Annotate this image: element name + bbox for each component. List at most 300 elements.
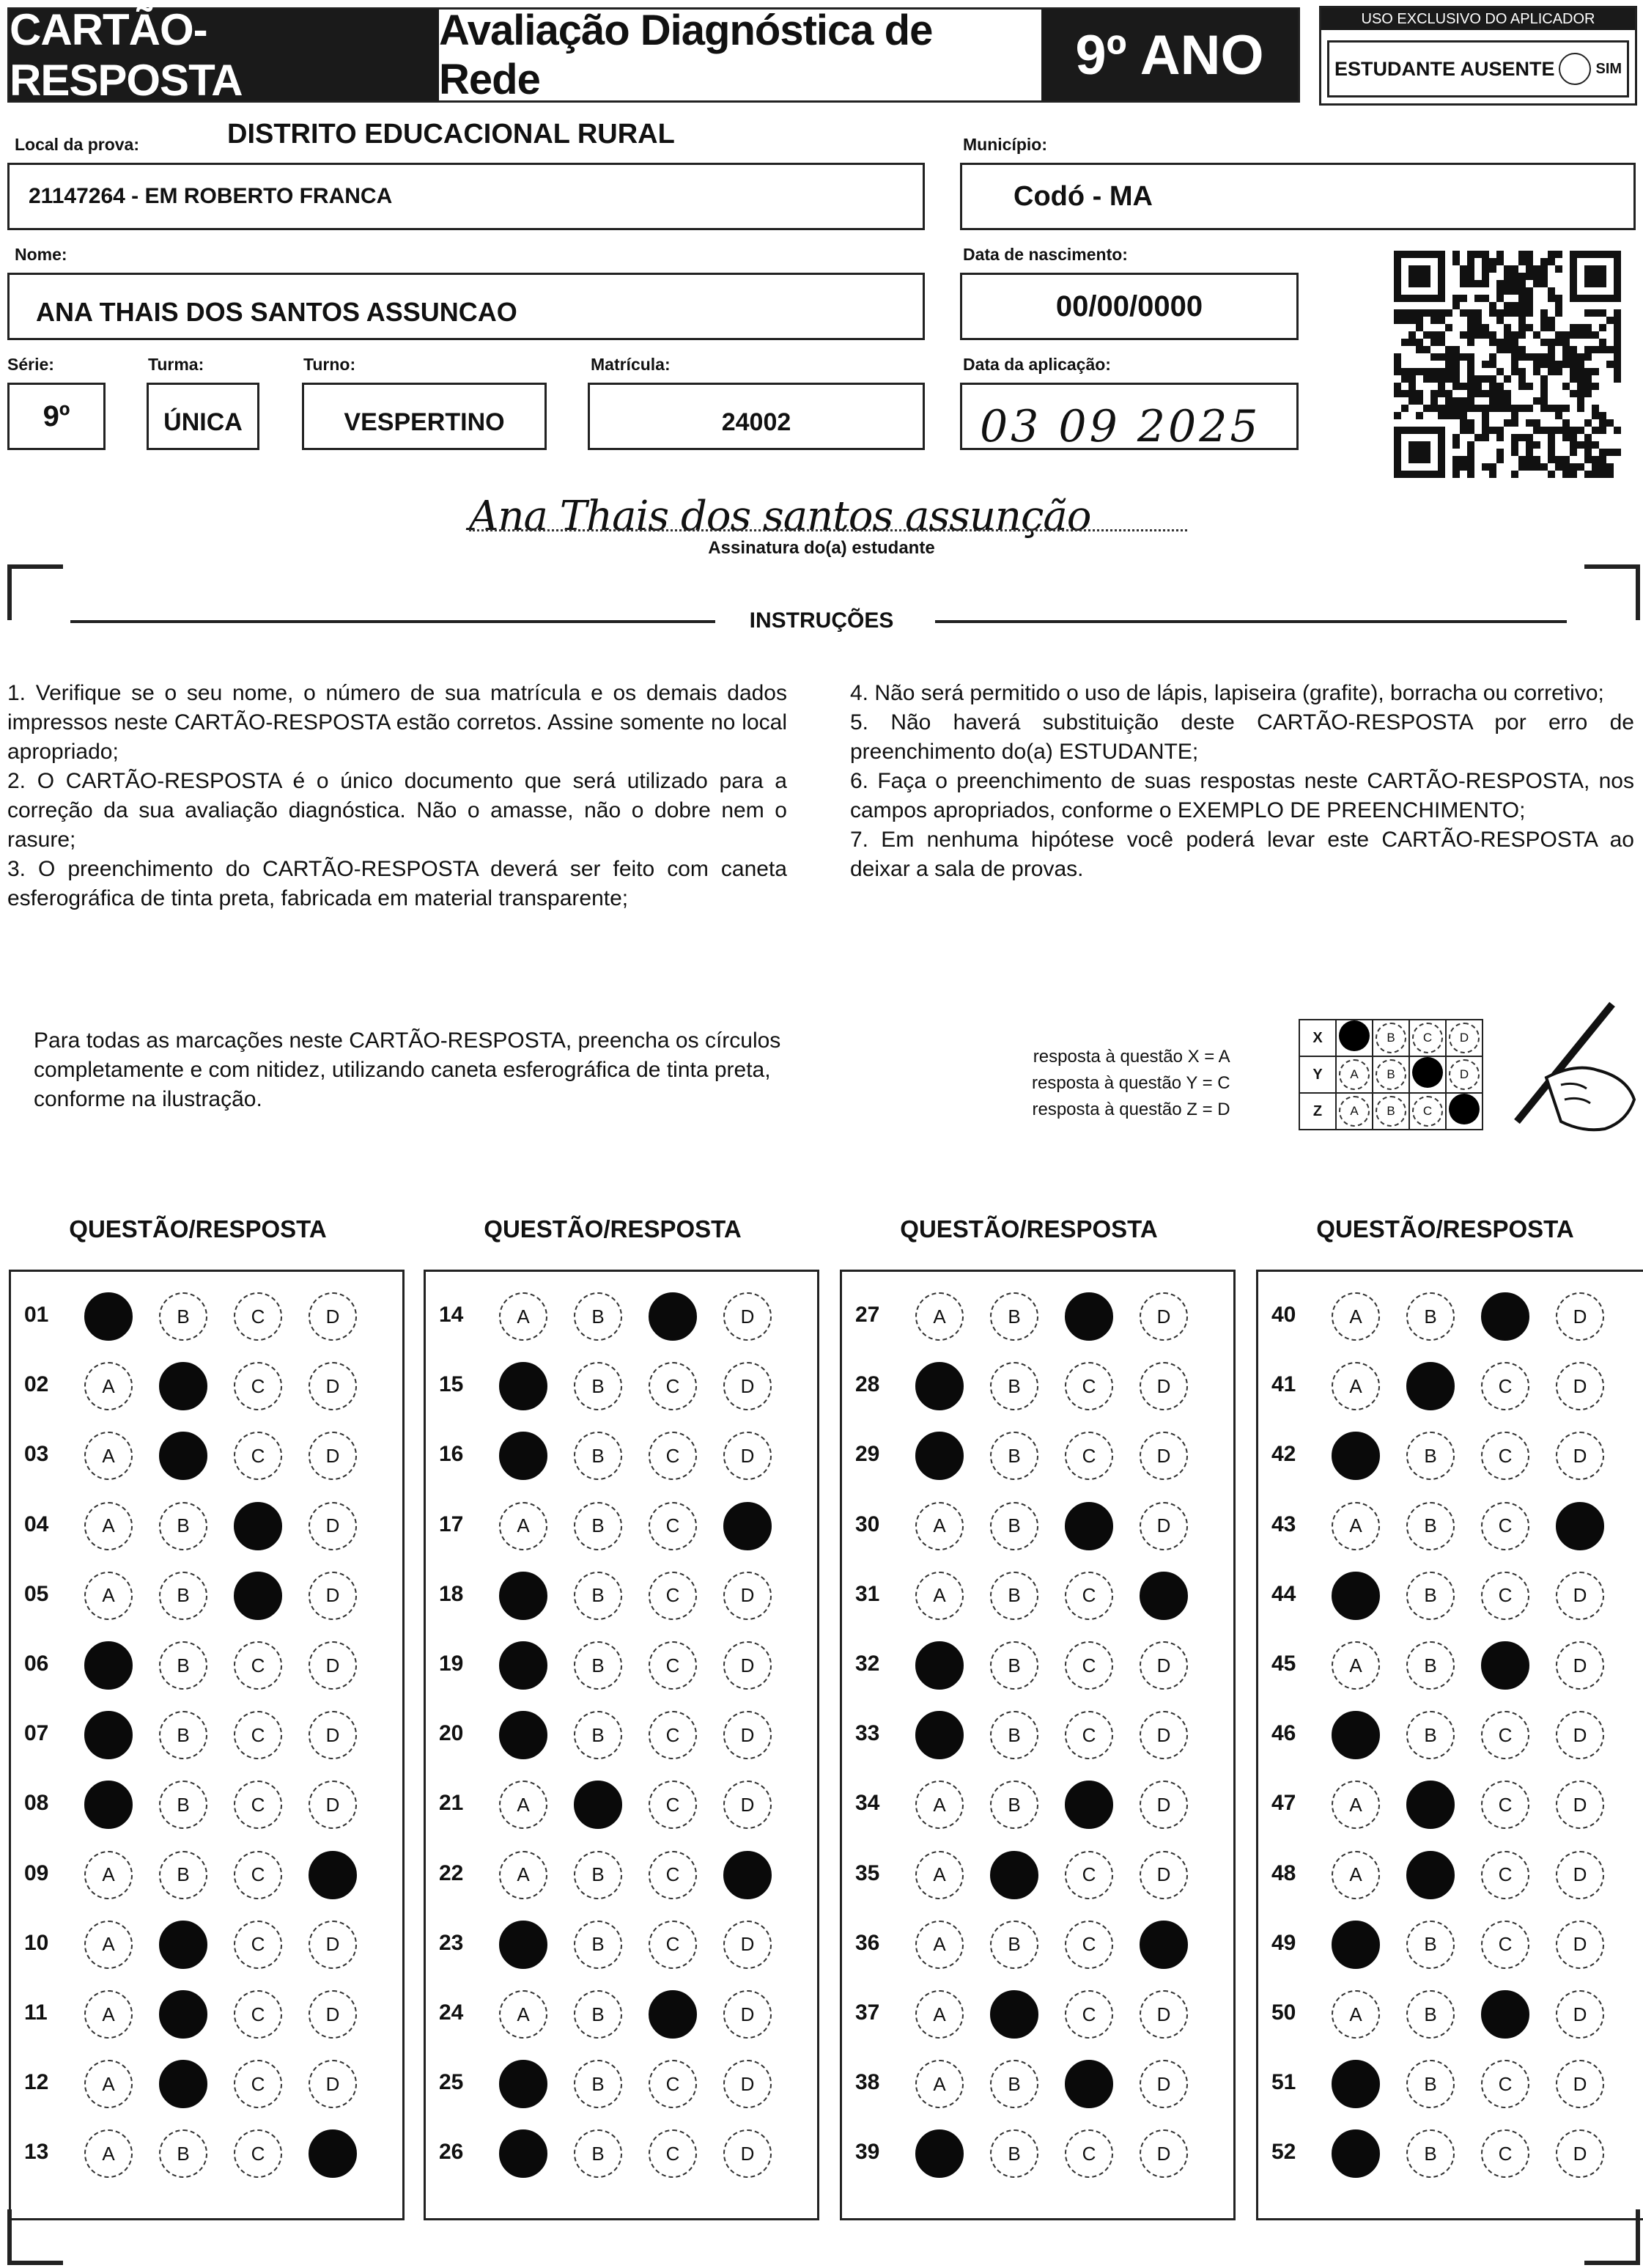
answer-bubble-25-a[interactable] bbox=[499, 2060, 547, 2108]
answer-bubble-11-c[interactable]: C bbox=[234, 1990, 282, 2039]
answer-bubble-29-d[interactable]: D bbox=[1140, 1432, 1188, 1480]
answer-bubble-51-d[interactable]: D bbox=[1556, 2060, 1604, 2108]
answer-bubble-52-d[interactable]: D bbox=[1556, 2129, 1604, 2178]
question-number: 03 bbox=[24, 1442, 49, 1467]
answer-bubble-40-a[interactable]: A bbox=[1332, 1292, 1380, 1341]
answer-bubble-26-a[interactable] bbox=[499, 2129, 547, 2178]
exam-title: Avaliação Diagnóstica de Rede bbox=[439, 10, 1041, 100]
answer-bubble-48-d[interactable]: D bbox=[1556, 1851, 1604, 1899]
answer-bubble-09-a[interactable]: A bbox=[84, 1851, 133, 1899]
answer-bubble-15-a[interactable] bbox=[499, 1362, 547, 1410]
answer-bubble-16-d[interactable]: D bbox=[723, 1432, 772, 1480]
answer-bubble-29-a[interactable] bbox=[915, 1432, 964, 1480]
answer-row-40 bbox=[1258, 1286, 1643, 1345]
answer-bubble-08-a[interactable] bbox=[84, 1781, 133, 1829]
answer-bubble-08-d[interactable]: D bbox=[309, 1781, 357, 1829]
answer-bubble-26-d[interactable]: D bbox=[723, 2129, 772, 2178]
answer-row-45 bbox=[1258, 1635, 1643, 1694]
aplicacao-label: Data da aplicação: bbox=[963, 355, 1111, 374]
answer-bubble-33-c[interactable]: C bbox=[1065, 1711, 1113, 1759]
example-row-z bbox=[1299, 1093, 1483, 1130]
fill-note: Para todas as marcações neste CARTÃO-RESPOSTA, preencha os círculos completamente e com nitidez, utilizando caneta esferográfica de tinta preta, conforme na ilustração. bbox=[34, 1028, 781, 1111]
answer-bubble-28-d[interactable]: D bbox=[1140, 1362, 1188, 1410]
answer-bubble-45-b[interactable]: B bbox=[1406, 1641, 1455, 1690]
answer-bubble-22-c[interactable]: C bbox=[649, 1851, 697, 1899]
answer-bubble-30-c[interactable] bbox=[1065, 1502, 1113, 1550]
answer-bubble-42-d[interactable]: D bbox=[1556, 1432, 1604, 1480]
answer-bubble-02-a[interactable]: A bbox=[84, 1362, 133, 1410]
answer-bubble-04-d[interactable]: D bbox=[309, 1502, 357, 1550]
question-number: 11 bbox=[24, 2000, 48, 2025]
answer-bubble-34-d[interactable]: D bbox=[1140, 1781, 1188, 1829]
answer-bubble-13-a[interactable]: A bbox=[84, 2129, 133, 2178]
answer-bubble-18-c[interactable]: C bbox=[649, 1572, 697, 1620]
answer-bubble-19-b[interactable]: B bbox=[574, 1641, 622, 1690]
example-bubble-c bbox=[1412, 1057, 1443, 1088]
nasc-field bbox=[960, 273, 1299, 340]
answer-bubble-43-a[interactable]: A bbox=[1332, 1502, 1380, 1550]
question-number: 39 bbox=[855, 2140, 880, 2165]
example-bubble-a bbox=[1339, 1020, 1370, 1051]
answer-bubble-08-b[interactable]: B bbox=[159, 1781, 207, 1829]
answer-header-1: QUESTÃO/RESPOSTA bbox=[69, 1215, 327, 1242]
question-number: 02 bbox=[24, 1372, 49, 1397]
answer-bubble-06-d[interactable]: D bbox=[309, 1641, 357, 1690]
answer-bubble-32-b[interactable]: B bbox=[990, 1641, 1038, 1690]
grade-title: 9º ANO bbox=[1041, 10, 1298, 100]
question-number: 20 bbox=[439, 1721, 464, 1746]
answer-bubble-27-a[interactable]: A bbox=[915, 1292, 964, 1341]
question-number: 09 bbox=[24, 1860, 49, 1885]
answer-bubble-06-a[interactable] bbox=[84, 1641, 133, 1690]
answer-header-4: QUESTÃO/RESPOSTA bbox=[1316, 1215, 1574, 1242]
answer-row-23 bbox=[426, 1915, 817, 1973]
answer-bubble-34-a[interactable]: A bbox=[915, 1781, 964, 1829]
answer-bubble-19-d[interactable]: D bbox=[723, 1641, 772, 1690]
answer-bubble-44-a[interactable] bbox=[1332, 1572, 1380, 1620]
answer-bubble-38-b[interactable]: B bbox=[990, 2060, 1038, 2108]
answer-bubble-37-a[interactable]: A bbox=[915, 1990, 964, 2039]
answer-bubble-45-c[interactable] bbox=[1481, 1641, 1529, 1690]
answer-bubble-08-c[interactable]: C bbox=[234, 1781, 282, 1829]
answer-bubble-05-c[interactable] bbox=[234, 1572, 282, 1620]
nome-label: Nome: bbox=[15, 245, 67, 264]
question-number: 27 bbox=[855, 1303, 880, 1327]
answer-bubble-37-c[interactable]: C bbox=[1065, 1990, 1113, 2039]
answer-bubble-49-d[interactable]: D bbox=[1556, 1921, 1604, 1969]
answer-header-2: QUESTÃO/RESPOSTA bbox=[484, 1215, 742, 1242]
answer-bubble-01-c[interactable]: C bbox=[234, 1292, 282, 1341]
answer-bubble-39-c[interactable]: C bbox=[1065, 2129, 1113, 2178]
answer-bubble-49-b[interactable]: B bbox=[1406, 1921, 1455, 1969]
answer-bubble-40-b[interactable]: B bbox=[1406, 1292, 1455, 1341]
answer-row-12 bbox=[11, 2054, 402, 2113]
question-number: 14 bbox=[439, 1303, 464, 1327]
answer-bubble-41-a[interactable]: A bbox=[1332, 1362, 1380, 1410]
municipio-label: Município: bbox=[963, 135, 1047, 154]
example-cell bbox=[1409, 1056, 1446, 1093]
answer-bubble-12-a[interactable]: A bbox=[84, 2060, 133, 2108]
answer-bubble-10-a[interactable]: A bbox=[84, 1921, 133, 1969]
answer-row-19 bbox=[426, 1635, 817, 1694]
applicator-title: USO EXCLUSIVO DO APLICADOR bbox=[1321, 8, 1635, 30]
answer-bubble-34-b[interactable]: B bbox=[990, 1781, 1038, 1829]
answer-bubble-26-c[interactable]: C bbox=[649, 2129, 697, 2178]
answer-bubble-31-b[interactable]: B bbox=[990, 1572, 1038, 1620]
answer-bubble-09-d[interactable] bbox=[309, 1851, 357, 1899]
answer-bubble-33-a[interactable] bbox=[915, 1711, 964, 1759]
answer-bubble-35-c[interactable]: C bbox=[1065, 1851, 1113, 1899]
answer-bubble-02-b[interactable] bbox=[159, 1362, 207, 1410]
answer-bubble-39-b[interactable]: B bbox=[990, 2129, 1038, 2178]
answer-bubble-52-a[interactable] bbox=[1332, 2129, 1380, 2178]
answer-bubble-48-a[interactable]: A bbox=[1332, 1851, 1380, 1899]
example-row-y bbox=[1299, 1056, 1483, 1093]
nome-field bbox=[7, 273, 925, 340]
question-number: 23 bbox=[439, 1930, 464, 1955]
answer-bubble-46-a[interactable] bbox=[1332, 1711, 1380, 1759]
answer-bubble-22-d[interactable] bbox=[723, 1851, 772, 1899]
answer-bubble-13-d[interactable] bbox=[309, 2129, 357, 2178]
answer-bubble-42-a[interactable] bbox=[1332, 1432, 1380, 1480]
answer-bubble-37-b[interactable] bbox=[990, 1990, 1038, 2039]
answer-bubble-31-d[interactable] bbox=[1140, 1572, 1188, 1620]
answer-bubble-46-c[interactable]: C bbox=[1481, 1711, 1529, 1759]
answer-bubble-18-a[interactable] bbox=[499, 1572, 547, 1620]
question-number: 34 bbox=[855, 1791, 880, 1816]
answer-bubble-50-c[interactable] bbox=[1481, 1990, 1529, 2039]
answer-bubble-20-a[interactable] bbox=[499, 1711, 547, 1759]
answer-row-15 bbox=[426, 1356, 817, 1415]
answer-bubble-31-a[interactable]: A bbox=[915, 1572, 964, 1620]
answer-bubble-41-c[interactable]: C bbox=[1481, 1362, 1529, 1410]
question-number: 06 bbox=[24, 1652, 49, 1676]
answer-bubble-48-b[interactable] bbox=[1406, 1851, 1455, 1899]
answer-bubble-35-b[interactable] bbox=[990, 1851, 1038, 1899]
answer-bubble-47-a[interactable]: A bbox=[1332, 1781, 1380, 1829]
answer-bubble-31-c[interactable]: C bbox=[1065, 1572, 1113, 1620]
answer-bubble-25-c[interactable]: C bbox=[649, 2060, 697, 2108]
answer-bubble-32-c[interactable]: C bbox=[1065, 1641, 1113, 1690]
answer-bubble-23-c[interactable]: C bbox=[649, 1921, 697, 1969]
answer-bubble-33-d[interactable]: D bbox=[1140, 1711, 1188, 1759]
answer-bubble-25-d[interactable]: D bbox=[723, 2060, 772, 2108]
answer-bubble-30-b[interactable]: B bbox=[990, 1502, 1038, 1550]
answer-bubble-45-a[interactable]: A bbox=[1332, 1641, 1380, 1690]
question-number: 32 bbox=[855, 1652, 880, 1676]
answer-row-37 bbox=[842, 1984, 1233, 2043]
answer-bubble-03-b[interactable] bbox=[159, 1432, 207, 1480]
answer-bubble-38-d[interactable]: D bbox=[1140, 2060, 1188, 2108]
serie-label: Série: bbox=[7, 355, 54, 374]
question-number: 18 bbox=[439, 1581, 464, 1606]
answer-bubble-22-b[interactable]: B bbox=[574, 1851, 622, 1899]
answer-row-48 bbox=[1258, 1845, 1643, 1904]
question-number: 01 bbox=[24, 1303, 49, 1327]
answer-bubble-40-d[interactable]: D bbox=[1556, 1292, 1604, 1341]
answer-bubble-04-c[interactable] bbox=[234, 1502, 282, 1550]
answer-bubble-18-d[interactable]: D bbox=[723, 1572, 772, 1620]
answer-bubble-13-b[interactable]: B bbox=[159, 2129, 207, 2178]
answer-bubble-17-b[interactable]: B bbox=[574, 1502, 622, 1550]
answer-bubble-30-d[interactable]: D bbox=[1140, 1502, 1188, 1550]
answer-bubble-07-d[interactable]: D bbox=[309, 1711, 357, 1759]
answer-bubble-19-a[interactable] bbox=[499, 1641, 547, 1690]
answer-bubble-02-d[interactable]: D bbox=[309, 1362, 357, 1410]
answer-bubble-01-a[interactable] bbox=[84, 1292, 133, 1341]
aplicacao-value: 03 09 2025 bbox=[980, 401, 1261, 452]
answer-bubble-41-d[interactable]: D bbox=[1556, 1362, 1604, 1410]
answer-bubble-32-a[interactable] bbox=[915, 1641, 964, 1690]
example-bubble-d: D bbox=[1449, 1059, 1480, 1090]
answer-bubble-15-d[interactable]: D bbox=[723, 1362, 772, 1410]
answer-bubble-50-a[interactable]: A bbox=[1332, 1990, 1380, 2039]
answer-bubble-23-b[interactable]: B bbox=[574, 1921, 622, 1969]
answer-bubble-12-b[interactable] bbox=[159, 2060, 207, 2108]
answer-bubble-23-a[interactable] bbox=[499, 1921, 547, 1969]
example-table bbox=[1299, 1019, 1483, 1130]
answer-bubble-50-b[interactable]: B bbox=[1406, 1990, 1455, 2039]
answer-bubble-05-a[interactable]: A bbox=[84, 1572, 133, 1620]
answer-bubble-29-b[interactable]: B bbox=[990, 1432, 1038, 1480]
answer-bubble-35-d[interactable]: D bbox=[1140, 1851, 1188, 1899]
instructions-right: 4. Não será permitido o uso de lápis, lapiseira (grafite), borracha ou corretivo; 5. Não haverá substituição deste CARTÃO-RESPOSTA por erro de preenchimento do(a) ESTUDANTE; 6. Faça o preenchimento de suas respostas neste CARTÃO-RESPOSTA, nos campos apropriados, conforme o EXEMPLO DE PREENCHIMENTO; 7. Em nenhuma hipótese você poderá levar este CARTÃO-RESPOSTA ao deixar a sala de provas. bbox=[850, 681, 1634, 881]
answer-bubble-09-c[interactable]: C bbox=[234, 1851, 282, 1899]
answer-bubble-07-a[interactable] bbox=[84, 1711, 133, 1759]
answer-bubble-36-a[interactable]: A bbox=[915, 1921, 964, 1969]
answer-row-49 bbox=[1258, 1915, 1643, 1973]
answer-row-20 bbox=[426, 1705, 817, 1764]
answer-bubble-06-b[interactable]: B bbox=[159, 1641, 207, 1690]
question-number: 51 bbox=[1271, 2070, 1296, 2095]
answer-bubble-13-c[interactable]: C bbox=[234, 2129, 282, 2178]
answer-bubble-39-a[interactable] bbox=[915, 2129, 964, 2178]
answer-bubble-07-b[interactable]: B bbox=[159, 1711, 207, 1759]
example-cell bbox=[1336, 1056, 1373, 1093]
answer-bubble-51-a[interactable] bbox=[1332, 2060, 1380, 2108]
answer-bubble-22-a[interactable]: A bbox=[499, 1851, 547, 1899]
answer-bubble-41-b[interactable] bbox=[1406, 1362, 1455, 1410]
answer-row-36 bbox=[842, 1915, 1233, 1973]
answer-bubble-48-c[interactable]: C bbox=[1481, 1851, 1529, 1899]
answer-bubble-11-b[interactable] bbox=[159, 1990, 207, 2039]
answer-bubble-46-d[interactable]: D bbox=[1556, 1711, 1604, 1759]
answer-bubble-36-d[interactable] bbox=[1140, 1921, 1188, 1969]
signature-line bbox=[469, 529, 1187, 531]
answer-row-38 bbox=[842, 2054, 1233, 2113]
answer-bubble-14-d[interactable]: D bbox=[723, 1292, 772, 1341]
answer-bubble-38-c[interactable] bbox=[1065, 2060, 1113, 2108]
answer-column-1 bbox=[9, 1270, 405, 2220]
answer-bubble-36-c[interactable]: C bbox=[1065, 1921, 1113, 1969]
answer-bubble-24-a[interactable]: A bbox=[499, 1990, 547, 2039]
answer-bubble-43-c[interactable]: C bbox=[1481, 1502, 1529, 1550]
answer-bubble-05-b[interactable]: B bbox=[159, 1572, 207, 1620]
answer-bubble-16-b[interactable]: B bbox=[574, 1432, 622, 1480]
answer-bubble-14-c[interactable] bbox=[649, 1292, 697, 1341]
answer-bubble-45-d[interactable]: D bbox=[1556, 1641, 1604, 1690]
answer-bubble-28-a[interactable] bbox=[915, 1362, 964, 1410]
answer-bubble-38-a[interactable]: A bbox=[915, 2060, 964, 2108]
answer-row-13 bbox=[11, 2124, 402, 2182]
answer-header-3: QUESTÃO/RESPOSTA bbox=[900, 1215, 1158, 1242]
answer-bubble-11-d[interactable]: D bbox=[309, 1990, 357, 2039]
answer-bubble-17-c[interactable]: C bbox=[649, 1502, 697, 1550]
answer-bubble-37-d[interactable]: D bbox=[1140, 1990, 1188, 2039]
question-number: 30 bbox=[855, 1512, 880, 1536]
answer-bubble-23-d[interactable]: D bbox=[723, 1921, 772, 1969]
answer-bubble-10-d[interactable]: D bbox=[309, 1921, 357, 1969]
answer-bubble-11-a[interactable]: A bbox=[84, 1990, 133, 2039]
answer-bubble-24-c[interactable] bbox=[649, 1990, 697, 2039]
answer-row-14 bbox=[426, 1286, 817, 1345]
answer-bubble-04-b[interactable]: B bbox=[159, 1502, 207, 1550]
answer-bubble-51-b[interactable]: B bbox=[1406, 2060, 1455, 2108]
answer-bubble-20-d[interactable]: D bbox=[723, 1711, 772, 1759]
answer-bubble-06-c[interactable]: C bbox=[234, 1641, 282, 1690]
answer-row-41 bbox=[1258, 1356, 1643, 1415]
answer-bubble-20-c[interactable]: C bbox=[649, 1711, 697, 1759]
example-cell bbox=[1446, 1020, 1483, 1056]
answer-bubble-03-a[interactable]: A bbox=[84, 1432, 133, 1480]
answer-bubble-44-c[interactable]: C bbox=[1481, 1572, 1529, 1620]
answer-bubble-21-b[interactable] bbox=[574, 1781, 622, 1829]
answer-row-39 bbox=[842, 2124, 1233, 2182]
answer-bubble-44-d[interactable]: D bbox=[1556, 1572, 1604, 1620]
answer-bubble-34-c[interactable] bbox=[1065, 1781, 1113, 1829]
answer-bubble-50-d[interactable]: D bbox=[1556, 1990, 1604, 2039]
answer-bubble-21-d[interactable]: D bbox=[723, 1781, 772, 1829]
example-bubble-a: A bbox=[1339, 1096, 1370, 1127]
local-district: DISTRITO EDUCACIONAL RURAL bbox=[227, 119, 675, 150]
answer-bubble-01-b[interactable]: B bbox=[159, 1292, 207, 1341]
answer-bubble-18-b[interactable]: B bbox=[574, 1572, 622, 1620]
answer-row-25 bbox=[426, 2054, 817, 2113]
answer-bubble-27-b[interactable]: B bbox=[990, 1292, 1038, 1341]
answer-row-27 bbox=[842, 1286, 1233, 1345]
answer-bubble-47-c[interactable]: C bbox=[1481, 1781, 1529, 1829]
answer-bubble-39-d[interactable]: D bbox=[1140, 2129, 1188, 2178]
question-number: 12 bbox=[24, 2070, 49, 2095]
answer-bubble-14-a[interactable]: A bbox=[499, 1292, 547, 1341]
answer-bubble-24-b[interactable]: B bbox=[574, 1990, 622, 2039]
serie-value: 9º bbox=[43, 400, 70, 432]
absent-bubble[interactable] bbox=[1559, 53, 1591, 85]
answer-bubble-24-d[interactable]: D bbox=[723, 1990, 772, 2039]
answer-bubble-42-c[interactable]: C bbox=[1481, 1432, 1529, 1480]
answer-bubble-46-b[interactable]: B bbox=[1406, 1711, 1455, 1759]
answer-bubble-21-a[interactable]: A bbox=[499, 1781, 547, 1829]
answer-bubble-47-b[interactable] bbox=[1406, 1781, 1455, 1829]
answer-bubble-12-d[interactable]: D bbox=[309, 2060, 357, 2108]
instructions-left: 1. Verifique se o seu nome, o número de sua matrícula e os demais dados impressos neste CARTÃO-RESPOSTA estão corretos. Assine somente no local apropriado; 2. O CARTÃO-RESPOSTA é o único documento que será utilizado para a correção da sua avaliação diagnóstica. Não o amasse, não o dobre nem o rasure; 3. O preenchimento do CARTÃO-RESPOSTA deverá ser feito com caneta esferográfica de tinta preta, fabricada em material transparente; bbox=[7, 681, 787, 910]
answer-bubble-35-a[interactable]: A bbox=[915, 1851, 964, 1899]
answer-bubble-43-d[interactable] bbox=[1556, 1502, 1604, 1550]
signature-handwritten: Ana Thais dos santos assunção bbox=[469, 493, 1091, 540]
answer-bubble-19-c[interactable]: C bbox=[649, 1641, 697, 1690]
answer-bubble-03-d[interactable]: D bbox=[309, 1432, 357, 1480]
answer-bubble-12-c[interactable]: C bbox=[234, 2060, 282, 2108]
answer-bubble-44-b[interactable]: B bbox=[1406, 1572, 1455, 1620]
question-number: 36 bbox=[855, 1930, 880, 1955]
answer-bubble-09-b[interactable]: B bbox=[159, 1851, 207, 1899]
answer-column-4 bbox=[1256, 1270, 1643, 2220]
answer-row-04 bbox=[11, 1496, 402, 1555]
answer-bubble-43-b[interactable]: B bbox=[1406, 1502, 1455, 1550]
answer-bubble-27-d[interactable]: D bbox=[1140, 1292, 1188, 1341]
question-number: 25 bbox=[439, 2070, 464, 2095]
answer-row-46 bbox=[1258, 1705, 1643, 1764]
answer-bubble-04-a[interactable]: A bbox=[84, 1502, 133, 1550]
answer-bubble-10-c[interactable]: C bbox=[234, 1921, 282, 1969]
example-caption-z: resposta à questão Z = D bbox=[1032, 1100, 1230, 1119]
answer-row-06 bbox=[11, 1635, 402, 1694]
answer-bubble-32-d[interactable]: D bbox=[1140, 1641, 1188, 1690]
answer-bubble-21-c[interactable]: C bbox=[649, 1781, 697, 1829]
answer-row-10 bbox=[11, 1915, 402, 1973]
local-label: Local da prova: bbox=[15, 135, 139, 154]
question-number: 04 bbox=[24, 1512, 49, 1536]
answer-bubble-05-d[interactable]: D bbox=[309, 1572, 357, 1620]
answer-bubble-20-b[interactable]: B bbox=[574, 1711, 622, 1759]
answer-bubble-07-c[interactable]: C bbox=[234, 1711, 282, 1759]
answer-bubble-15-c[interactable]: C bbox=[649, 1362, 697, 1410]
answer-bubble-52-b[interactable]: B bbox=[1406, 2129, 1455, 2178]
municipio-field bbox=[960, 163, 1636, 230]
answer-bubble-30-a[interactable]: A bbox=[915, 1502, 964, 1550]
answer-bubble-51-c[interactable]: C bbox=[1481, 2060, 1529, 2108]
answer-row-43 bbox=[1258, 1496, 1643, 1555]
answer-bubble-03-c[interactable]: C bbox=[234, 1432, 282, 1480]
example-cell bbox=[1446, 1056, 1483, 1093]
answer-bubble-49-a[interactable] bbox=[1332, 1921, 1380, 1969]
question-number: 28 bbox=[855, 1372, 880, 1397]
question-number: 13 bbox=[24, 2140, 49, 2165]
answer-bubble-42-b[interactable]: B bbox=[1406, 1432, 1455, 1480]
example-bubble-a: A bbox=[1339, 1059, 1370, 1090]
answer-bubble-26-b[interactable]: B bbox=[574, 2129, 622, 2178]
answer-row-42 bbox=[1258, 1426, 1643, 1484]
answer-bubble-40-c[interactable] bbox=[1481, 1292, 1529, 1341]
answer-bubble-14-b[interactable]: B bbox=[574, 1292, 622, 1341]
answer-bubble-27-c[interactable] bbox=[1065, 1292, 1113, 1341]
answer-bubble-10-b[interactable] bbox=[159, 1921, 207, 1969]
answer-bubble-36-b[interactable]: B bbox=[990, 1921, 1038, 1969]
answer-bubble-01-d[interactable]: D bbox=[309, 1292, 357, 1341]
answer-bubble-52-c[interactable]: C bbox=[1481, 2129, 1529, 2178]
question-number: 42 bbox=[1271, 1442, 1296, 1467]
answer-bubble-25-b[interactable]: B bbox=[574, 2060, 622, 2108]
answer-bubble-17-d[interactable] bbox=[723, 1502, 772, 1550]
answer-bubble-16-c[interactable]: C bbox=[649, 1432, 697, 1480]
answer-bubble-29-c[interactable]: C bbox=[1065, 1432, 1113, 1480]
answer-row-07 bbox=[11, 1705, 402, 1764]
answer-bubble-28-b[interactable]: B bbox=[990, 1362, 1038, 1410]
answer-bubble-49-c[interactable]: C bbox=[1481, 1921, 1529, 1969]
answer-bubble-16-a[interactable] bbox=[499, 1432, 547, 1480]
answer-bubble-17-a[interactable]: A bbox=[499, 1502, 547, 1550]
answer-bubble-15-b[interactable]: B bbox=[574, 1362, 622, 1410]
question-number: 31 bbox=[855, 1581, 880, 1606]
answer-bubble-47-d[interactable]: D bbox=[1556, 1781, 1604, 1829]
answer-bubble-02-c[interactable]: C bbox=[234, 1362, 282, 1410]
answer-bubble-28-c[interactable]: C bbox=[1065, 1362, 1113, 1410]
turma-label: Turma: bbox=[148, 355, 204, 374]
absent-field[interactable] bbox=[1327, 40, 1629, 97]
aplicacao-field bbox=[960, 383, 1299, 450]
answer-bubble-33-b[interactable]: B bbox=[990, 1711, 1038, 1759]
nasc-value: 00/00/0000 bbox=[1055, 290, 1203, 323]
